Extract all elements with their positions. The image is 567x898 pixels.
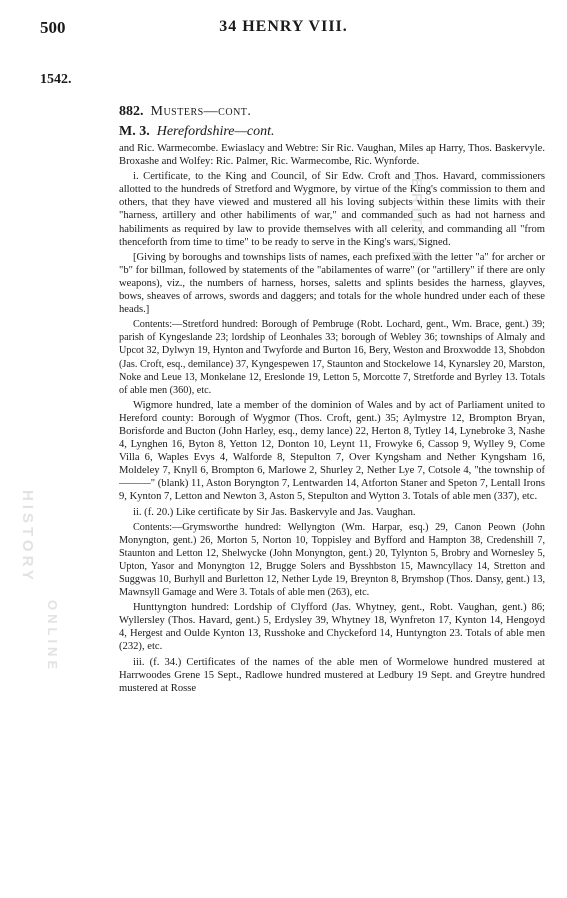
paragraph: iii. (f. 34.) Certificates of the names of the able men of Wormelowe hundred mustered at Harrwoodes Grene 15 Sept., Radlowe hundred mustered at Ledbury 19 Sept. and Greytre hundred mustered at Rosse <box>119 656 545 694</box>
paragraph: Hunttyngton hundred: Lordship of Clyfford (Jas. Whytney, gent., Robt. Vaughan, gent.) 86; Wyllersley (Thos. Havard, gent.) 5, Erdysley 39, Whytney 18, Wynfreton 17, Kynton 14, Hengoyd 4, Hergest and Oulde Kynton 13, Russhoke and Chyckeford 14, Huntyngton 23. Totals of able men (232), etc. <box>119 602 545 653</box>
entry-heading <box>119 104 251 120</box>
page-number: 500 <box>40 18 66 37</box>
paragraph: [Giving by boroughs and townships lists of names, each prefixed with the letter "a" for archer or "b" for billman, followed by statements of the "abilamentes of warre" (or "artillery" if there are only weapons), viz., the numbers of harness, horses, saletts and splints besides the harness, glayves, bows, sheaves of arrows, swords and daggers; and totals for the whole hundred under each of these heads.] <box>119 251 545 316</box>
sub-heading <box>119 124 275 140</box>
year-marker: 1542. <box>40 72 72 87</box>
paragraph: Contents:—Stretford hundred: Borough of Pembruge (Robt. Lochard, gent., Wm. Brace, gent.) 39; parish of Kyngeslande 23; lordship of Leonhales 33; borough of Webley 36; townships of Almaly and Upcot 32, Dylwyn 19, Hynton and Twyforde and Burton 16, Bery, Weston and Broxwodde 13, Shobdon (Jas. Croft, esq., demilance) 37, Kyngespewen 17, Staunton and Stockelowe 14, Kynarsley 20, Marston, Noke and Leue 13, Monkelane 12, Ereslonde 19, Letton 5, Morcotte 7, Stretforde and Byrley 13. Totals of able men (360), etc. <box>119 319 545 396</box>
entry-number: 882. <box>119 104 144 119</box>
sub-title: Herefordshire—cont. <box>156 124 275 139</box>
watermark-history: HISTORY <box>19 490 36 584</box>
paragraph: ii. (f. 20.) Like certificate by Sir Jas. Baskervyle and Jas. Vaughan. <box>133 506 416 518</box>
entry-title: Musters—cont. <box>150 104 252 119</box>
paragraph: i. Certificate, to the King and Council, of Sir Edw. Croft and Thos. Havard, commissioners allotted to the hundreds of Stretford and Wygmore, by virtue of the King's commission to them and others, that they have viewed and mustered all his loving subjects within these limits with their "harness, artillery and other habiliments of war," and commanded such as had not harness and habiliments as required by law to provide themselves with all celerity, and commanding all "from thenceforth from time to time" to be ready to serve in the King's wars. Signed. <box>119 171 545 248</box>
running-title: 34 HENRY VIII. <box>219 18 348 35</box>
document-body <box>119 142 545 697</box>
watermark-british: BRITISH <box>408 178 425 266</box>
paragraph: and Ric. Warmecombe. Ewiaslacy and Webtre: Sir Ric. Vaughan, Miles ap Harry, Thos. Baskervyle. Broxashe and Wolfey: Ric. Palmer, Ric. Warmecombe, Ric. Wynforde. <box>119 143 545 168</box>
paragraph: Contents:—Grymsworthe hundred: Wellyngton (Wm. Harpar, esq.) 29, Canon Peown (John Monyngton, gent.) 26, Morton 5, Norton 10, Toppisley and Byfford and Hampton 38, Credenshill 7, Staunton and Letton 12, Shelwycke (John Monyngton, gent.) 20, Tylynton 5, Brobry and Wornesley 5, Upton, Yasor and Monyngton 12, Brugge Solers and Bysshbston 15, Mawncyllacy 14, Stretton and Suggwas 10, Burhyll and Burletton 12, Nether Lyde 19, Breynton 8, Brymshop (Thos. Dansy, gent.) 13, Mawnsyll Gamage and Were 3. Totals of able men (263), etc. <box>119 521 545 599</box>
sub-number: M. 3. <box>119 124 150 139</box>
paragraph: Wigmore hundred, late a member of the dominion of Wales and by act of Parliament united to Hereford county: Borough of Wygmor (Thos. Croft, gent.) 35; Aylmystre 12, Brompton Bryan, Borisforde and Bucton (John Harley, esq., demy lance) 22, Herton 8, Tytley 14, Lynebroke 3, Nashe 4, Lynghen 16, Byton 8, Yetton 12, Donton 10, Leynt 11, Frowyke 6, Cassop 9, Wylley 9, Come Villa 6, Waples Evys 4, Walforde 8, Stepulton 7, Over Kyngsham and Nether Kyngsham 16, Moldeley 7, Knyll 6, Brompton 6, Marlowe 2, Shurley 2, Nether Lye 7, Cotsole 4, "the township of ———" (blank) 11, Aston Boryngton 7, Lentwarden 14, Atforton Staner and Speton 7, Lentall Irons 9, Kynton 7, Letton and Newton 3, Aston 5, Stepulton and Wytton 3. Totals of able men (337), etc. <box>119 399 545 503</box>
page-header <box>0 18 567 42</box>
watermark-online: ONLINE <box>45 600 60 674</box>
